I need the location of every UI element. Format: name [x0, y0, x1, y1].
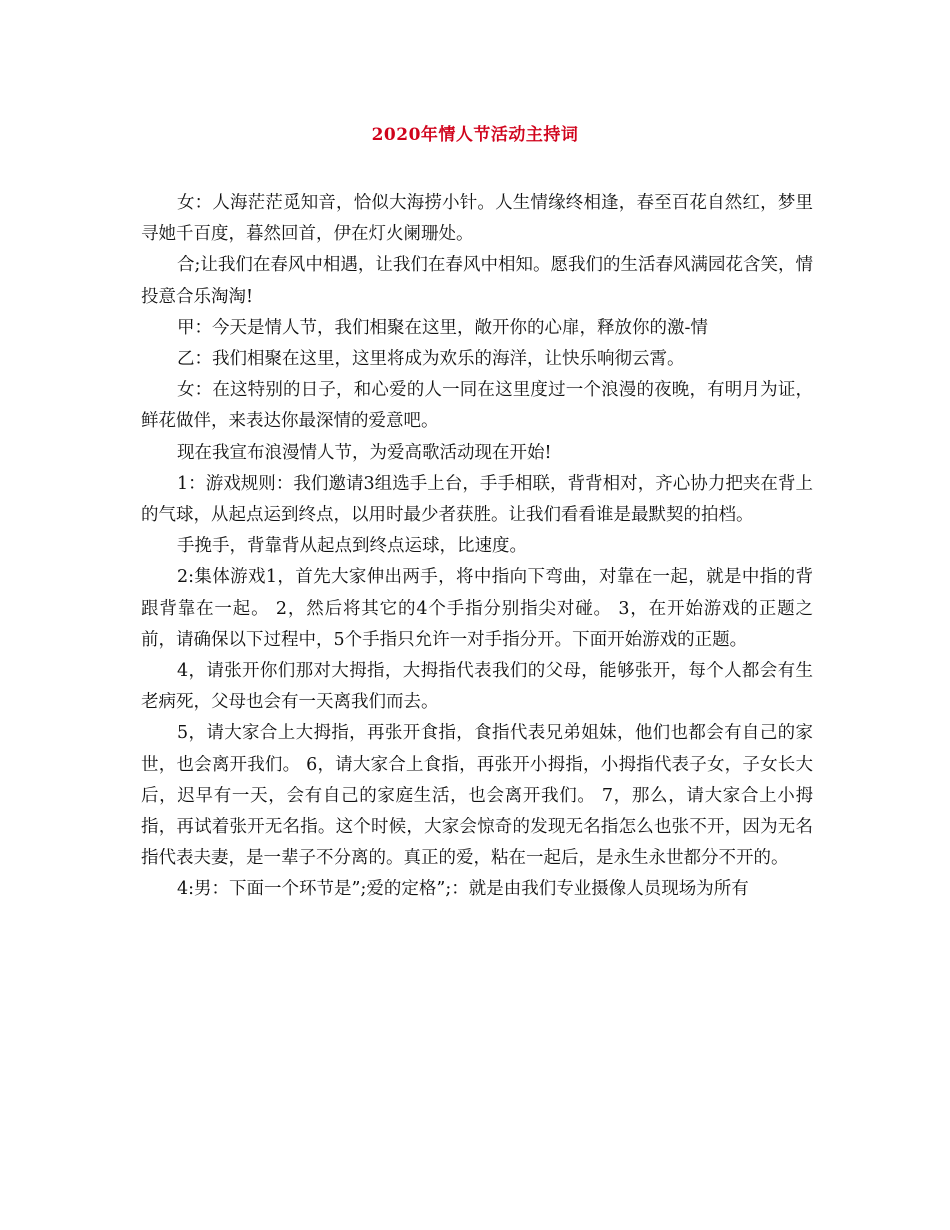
paragraph: 1：游戏规则：我们邀请3组选手上台，手手相联，背背相对，齐心协力把夹在背上的气球，从起点运到终点，以用时最少者获胜。让我们看看谁是最默契的拍档。 [141, 473, 813, 526]
paragraph: 2:集体游戏1，首先大家伸出两手，将中指向下弯曲，对靠在一起，就是中指的背跟背靠在一起。 2，然后将其它的4个手指分别指尖对碰。 3，在开始游戏的正题之前，请确保以下过程中，5个手指只允许一对手指分开。下面开始游戏的正题。 [141, 567, 813, 650]
paragraph: 现在我宣布浪漫情人节，为爱高歌活动现在开始! [177, 442, 552, 463]
paragraph: 手挽手，背靠背从起点到终点运球，比速度。 [177, 536, 527, 557]
paragraph: 女：在这特别的日子，和心爱的人一同在这里度过一个浪漫的夜晚，有明月为证，鲜花做伴，来表达你最深情的爱意吧。 [141, 380, 813, 432]
paragraph: 甲：今天是情人节，我们相聚在这里，敞开你的心扉，释放你的激-情 [177, 317, 708, 338]
paragraph: 女：人海茫茫觅知音，恰似大海捞小针。人生情缘终相逢，春至百花自然红，梦里寻她千百度，暮然回首，伊在灯火阑珊处。 [141, 193, 813, 245]
paragraph: 合;让我们在春风中相遇，让我们在春风中相知。愿我们的生活春风满园花含笑，情投意合乐淘淘! [141, 255, 813, 307]
paragraph: 4:男：下面一个环节是”;爱的定格”;：就是由我们专业摄像人员现场为所有 [177, 879, 749, 900]
paragraph: 4，请张开你们那对大拇指，大拇指代表我们的父母，能够张开，每个人都会有生老病死，父母也会有一天离我们而去。 [141, 661, 813, 713]
document-title: 2020年情人节活动主持词 [371, 125, 579, 145]
paragraph: 5，请大家合上大拇指，再张开食指，食指代表兄弟姐妹，他们也都会有自己的家世，也会离开我们。 6，请大家合上食指，再张开小拇指，小拇指代表子女，子女长大后，迟早有一天，会有自己的家庭生活，也会离开我们。 7，那么，请大家合上小拇指，再试着张开无名指。这个时候，大家会惊奇的发现无名指怎么也张不开，因为无名指代表夫妻，是一辈子不分离的。真正的爱，粘在一起后，是永生永世都分不开的。 [141, 723, 813, 869]
document-body [141, 188, 813, 906]
paragraph: 乙：我们相聚在这里，这里将成为欢乐的海洋，让快乐响彻云霄。 [177, 349, 685, 370]
